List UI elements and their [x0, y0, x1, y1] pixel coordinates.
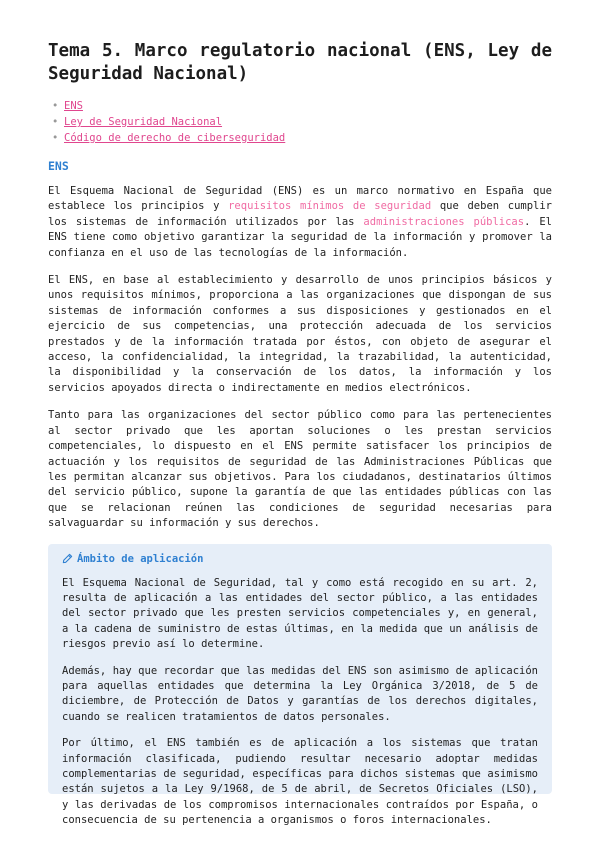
- paragraph-text: El Esquema Nacional de Seguridad (ENS) es un marco normativo en España que establece los principios y: [48, 185, 552, 213]
- page-title: Tema 5. Marco regulatorio nacional (ENS, Ley de Seguridad Nacional): [48, 41, 552, 84]
- toc-item: [64, 114, 552, 130]
- paragraph-text: . El ENS tiene como objetivo garantizar la seguridad de la información y promover la confianza en el uso de las tecnologías de la información.: [48, 215, 552, 259]
- toc-item: [64, 130, 552, 146]
- callout-title: Ámbito de aplicación: [77, 552, 204, 565]
- toc-link-ley-seguridad-nacional[interactable]: Ley de Seguridad Nacional: [64, 116, 223, 128]
- callout-paragraph-1: El Esquema Nacional de Seguridad, tal y como está recogido en su art. 2, resulta de aplicación a las entidades del sector público, a las entidades del sector privado que les presten servicios competenciales y, en general, a la cadena de suministro de estas últimas, en la medida que un análisis de riesgos previo así lo determine.: [62, 576, 538, 651]
- paragraph-text: que deben cumplir los sistemas de información utilizados por las: [48, 200, 553, 228]
- table-of-contents: [48, 98, 552, 146]
- pencil-icon: [62, 553, 73, 564]
- callout-box: [48, 544, 552, 827]
- toc-link-codigo-ciberseguridad[interactable]: Código de derecho de ciberseguridad: [64, 132, 286, 144]
- toc-item: [64, 98, 552, 114]
- paragraph-3: Tanto para las organizaciones del sector público como para las pertenecientes al sector privado que les aportan soluciones o les prestan servicios competenciales, lo dispuesto en el ENS permite satisfacer los principios de actuación y los requisitos de seguridad de las Administraciones Públicas que les permitan alcanzar sus objetivos. Para los ciudadanos, destinatarios últimos del servicio público, supone la garantía de que las entidades públicas con las que se relacionan reúnen las condiciones de seguridad necesarias para salvaguardar su información y sus derechos.: [48, 409, 552, 530]
- highlight-term: requisitos mínimos de seguridad: [228, 200, 432, 213]
- section-heading: ENS: [48, 159, 69, 173]
- paragraph-2: El ENS, en base al establecimiento y desarrollo de unos principios básicos y unos requisitos mínimos, proporciona a las organizaciones que dispongan de sus sistemas de información conformes a sus disposiciones y gestionados en el ejercicio de sus competencias, una protección adecuada de los servicios prestados y de la información tratada por éstos, con objeto de asegurar el acceso, la confidencialidad, la integridad, la trazabilidad, la autenticidad, la disponibilidad y la conservación de los datos, la información y los servicios apoyados directa o indirectamente en medios electrónicos.: [48, 274, 552, 394]
- callout-header: [62, 552, 538, 566]
- highlight-term: administraciones públicas: [363, 215, 525, 228]
- callout-paragraph-3: Por último, el ENS también es de aplicación a los sistemas que tratan información clasificada, pudiendo resultar necesario adoptar medidas complementarias de seguridad, específicas para dichos sistemas que asimismo están sujetos a la Ley 9/1968, de 5 de abril, de Secretos Oficiales (LSO), y las derivadas de los compromisos internacionales contraídos por España, o consecuencia de su pertenencia a organismos o foros internacionales.: [62, 737, 538, 827]
- paragraph-1: [48, 184, 552, 261]
- toc-link-ens[interactable]: ENS: [64, 100, 83, 112]
- callout-paragraph-2: Además, hay que recordar que las medidas del ENS son asimismo de aplicación para aquellas entidades que determina la Ley Orgánica 3/2018, de 5 de diciembre, de Protección de Datos y garantías de los derechos digitales, cuando se realicen tratamientos de datos personales.: [62, 664, 538, 723]
